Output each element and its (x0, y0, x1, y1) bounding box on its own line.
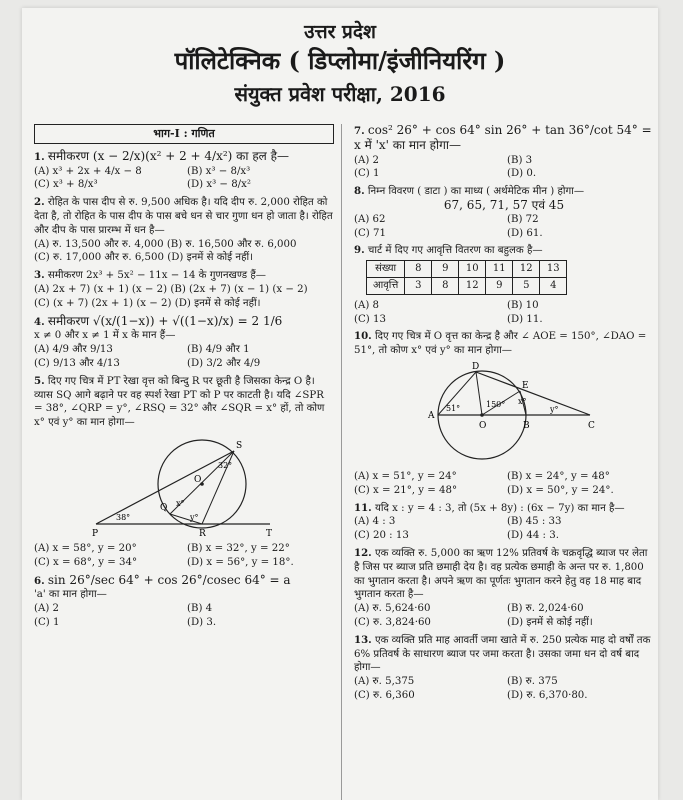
question-9 (354, 244, 654, 326)
table-cell: 8 (432, 277, 459, 294)
option-b: (B) 4 (187, 603, 213, 615)
section-title: भाग-I : गणित (34, 124, 334, 144)
exam-page (22, 8, 658, 800)
table-cell: 3 (405, 277, 432, 294)
option-d: (D) x³ − 8/x² (187, 179, 251, 191)
option-d: (D) 0. (507, 168, 537, 180)
right-column (354, 124, 654, 707)
question-13 (354, 634, 654, 703)
left-column (34, 124, 334, 634)
option-b: (B) x = 32°, y = 22° (187, 542, 290, 554)
option-c: (C) 1 (354, 168, 380, 180)
table-cell: 8 (405, 261, 432, 278)
table-cell: 13 (540, 261, 567, 278)
option-a: (A) 62 (354, 213, 386, 225)
question-number: 7. (354, 125, 365, 137)
circle-tangent-figure (34, 432, 334, 540)
question-text: समीकरण 2x³ + 5x² − 11x − 14 के गुणनखण्ड हैं— (47, 270, 266, 282)
label-a: A (428, 410, 435, 421)
option-b: (B) 72 (507, 213, 539, 225)
option-c: (C) रु. 6,360 (354, 689, 415, 701)
option-b: (B) 45 : 33 (507, 516, 562, 528)
label-150: 150° (486, 399, 506, 409)
label-32: 32° (218, 460, 233, 470)
question-text: दिए गए चित्र में PT रेखा वृत्त को बिन्दु R पर छूती है जिसका केन्द्र O है। व्यास SQ आगे बढ़ाने पर वह स्पर्श रेखा PT को P पर काटती है। यदि ∠SPR = 38°, ∠QRP = y°, ∠RSQ = 32° और ∠SQR = x° हों, तो कोण x° एवं y° का मान होगा— (34, 375, 325, 429)
label-r: R (199, 528, 206, 539)
label-y: y° (190, 512, 199, 522)
option-a: (A) x³ + 2x + 4/x − 8 (34, 165, 142, 177)
question-3 (34, 269, 334, 310)
option-d: (D) इनमें से कोई नहीं। (507, 616, 593, 628)
question-10 (354, 330, 654, 497)
question-text: निम्न विवरण ( डाटा ) का माध्य ( अर्थमेटिक मीन ) होगा— (367, 186, 585, 198)
option-a: (A) रु. 5,624·60 (354, 603, 431, 615)
table-cell: आवृत्ति (367, 277, 405, 294)
column-divider (341, 124, 342, 800)
table-row (367, 277, 567, 294)
option-a: (A) 2 (354, 154, 380, 166)
label-51: 51° (446, 403, 461, 413)
question-number: 3. (34, 269, 45, 282)
table-cell: 12 (459, 277, 486, 294)
option-a: (A) 4 : 3 (354, 516, 396, 528)
question-number: 6. (34, 574, 45, 587)
header-year: संयुक्त प्रवेश परीक्षा, 2016 (234, 82, 446, 106)
label-t: T (266, 528, 273, 539)
option-d: (D) 44 : 3. (507, 530, 559, 542)
table-cell: 9 (432, 261, 459, 278)
option-a: (A) x = 51°, y = 24° (354, 470, 457, 482)
question-text: दिए गए चित्र में O वृत्त का केन्द्र है और ∠ AOE = 150°, ∠DAO = 51°, तो कोण x° एवं y° का मान होगा— (354, 331, 647, 357)
option-a: (A) रु. 13,500 और रु. 4,000 (B) रु. 16,500 और रु. 6,000 (34, 238, 297, 250)
question-number: 4. (34, 315, 45, 328)
option-c: (C) 20 : 13 (354, 530, 409, 542)
option-a: (A) 4/9 और 9/13 (34, 344, 113, 356)
label-p: P (92, 528, 99, 539)
question-text: cos² 26° + cos 64° sin 26° + tan 36°/cot 54° = x में 'x' का मान होगा— (354, 123, 652, 152)
question-number: 12. (354, 546, 372, 559)
question-text: sin 26°/sec 64° + cos 26°/cosec 64° = a (47, 572, 291, 587)
question-number: 1. (34, 150, 45, 163)
label-38: 38° (116, 512, 131, 522)
label-s: S (236, 440, 243, 451)
option-c: (C) (x + 7) (2x + 1) (x − 2) (D) इनमें से कोई नहीं। (34, 297, 261, 309)
question-data: 67, 65, 71, 57 एवं 45 (443, 197, 565, 212)
question-number: 13. (354, 633, 372, 646)
question-condition: x ≠ 0 और x ≠ 1 में x के मान हैं— (34, 330, 176, 342)
label-d: D (472, 361, 480, 372)
question-2 (34, 196, 334, 265)
question-number: 2. (34, 196, 45, 209)
table-cell: 9 (486, 277, 513, 294)
option-a: (A) 2 (34, 603, 60, 615)
option-d: (D) 61. (507, 227, 543, 239)
option-d: (D) x = 50°, y = 24°. (507, 484, 614, 496)
question-sub: 'a' का मान होगा— (34, 589, 107, 601)
question-5 (34, 375, 334, 570)
option-b: (B) 10 (507, 299, 539, 311)
option-c: (C) x = 68°, y = 34° (34, 556, 138, 568)
option-b: (B) x³ − 8/x³ (187, 165, 251, 177)
question-text: रोहित के पास दीप से रु. 9,500 अधिक है। यदि दीप रु. 2,000 रोहित को देता है, तो रोहित के पास दीप के पास बचे धन से चार गुणा धन हो जाता है। रोहित और दीप के पास प्रारम्भ में धन है— (34, 197, 333, 236)
label-x: x° (176, 498, 185, 508)
option-a: (A) 8 (354, 299, 380, 311)
option-a: (A) x = 58°, y = 20° (34, 542, 137, 554)
question-1 (34, 150, 334, 192)
option-c: (C) 9/13 और 4/13 (34, 357, 120, 369)
option-c: (C) x = 21°, y = 48° (354, 484, 458, 496)
option-b: (B) x = 24°, y = 48° (507, 470, 610, 482)
label-o: O (479, 420, 487, 431)
table-cell: 5 (513, 277, 540, 294)
label-e: E (522, 380, 529, 391)
option-c: (C) रु. 3,824·60 (354, 616, 431, 628)
option-d: (D) रु. 6,370·80. (507, 689, 588, 701)
option-c: (C) x³ + 8/x³ (34, 179, 98, 191)
question-text: चार्ट में दिए गए आवृत्ति वितरण का बहुलक है— (367, 245, 543, 257)
option-b: (B) 3 (507, 154, 533, 166)
option-a: (A) रु. 5,375 (354, 676, 415, 688)
label-b: B (523, 420, 530, 431)
option-d: (D) 3/2 और 4/9 (187, 357, 261, 369)
question-text: एक व्यक्ति प्रति माह आवर्ती जमा खाते में रु. 250 प्रत्येक माह दो वर्षों तक 6% प्रतिवर्ष के साधारण ब्याज पर जमा करता है। उसका जमा धन दो वर्ष बाद होगा— (354, 634, 651, 674)
option-c: (C) 1 (34, 616, 60, 628)
question-number: 10. (354, 330, 372, 343)
question-11 (354, 502, 654, 543)
option-d: (D) 3. (187, 616, 217, 628)
table-cell: 11 (486, 261, 513, 278)
option-a: (A) 2x + 7) (x + 1) (x − 2) (B) (2x + 7) (x − 1) (x − 2) (34, 283, 308, 295)
label-c: C (588, 420, 595, 431)
option-b: (B) 4/9 और 1 (187, 344, 250, 356)
option-b: (B) रु. 375 (507, 676, 558, 688)
frequency-table (366, 260, 567, 295)
question-7 (354, 124, 654, 181)
question-text: एक व्यक्ति रु. 5,000 का ऋण 12% प्रतिवर्ष के चक्रवृद्धि ब्याज पर लेता है जिस पर ब्याज प्रति छमाही देय है। वह प्रत्येक छमाही के अन्त पर रु. 1,800 का भुगतान करता है। अपने ऋण का पूर्णतः भुगतान करने हेतु वह 18 माह बाद भुगतान करता है— (354, 547, 648, 601)
question-text: समीकरण √(x/(1−x)) + √((1−x)/x) = 2 1/6 (47, 313, 283, 328)
label-x: x° (518, 396, 527, 406)
option-b: (B) रु. 2,024·60 (507, 603, 584, 615)
question-12 (354, 547, 654, 630)
circle-secant-figure (354, 360, 654, 468)
option-c: (C) 13 (354, 313, 386, 325)
header-exam: पॉलिटेक्निक ( डिप्लोमा/इंजीनियरिंग ) (174, 46, 506, 75)
option-d: (D) 11. (507, 313, 543, 325)
question-text: यदि x : y = 4 : 3, तो (5x + 8y) : (6x − 7y) का मान है— (374, 502, 625, 514)
table-cell: 4 (540, 277, 567, 294)
option-d: (D) x = 56°, y = 18°. (187, 556, 294, 568)
question-number: 9. (354, 244, 365, 257)
question-number: 5. (34, 374, 45, 387)
label-q: Q (160, 502, 168, 513)
question-number: 8. (354, 185, 365, 198)
option-c: (C) रु. 17,000 और रु. 6,500 (D) इनमें से कोई नहीं। (34, 252, 253, 264)
table-row (367, 261, 567, 278)
question-4 (34, 315, 334, 371)
question-text: समीकरण (x − 2/x)(x² + 2 + 4/x²) का हल है— (47, 148, 290, 163)
question-6 (34, 574, 334, 630)
table-cell: संख्या (367, 261, 405, 278)
question-number: 11. (354, 501, 372, 514)
table-cell: 12 (513, 261, 540, 278)
table-cell: 10 (459, 261, 486, 278)
header-state: उत्तर प्रदेश (304, 21, 376, 43)
label-y: y° (550, 404, 559, 414)
question-8 (354, 185, 654, 240)
option-c: (C) 71 (354, 227, 386, 239)
label-o: O (194, 474, 202, 485)
